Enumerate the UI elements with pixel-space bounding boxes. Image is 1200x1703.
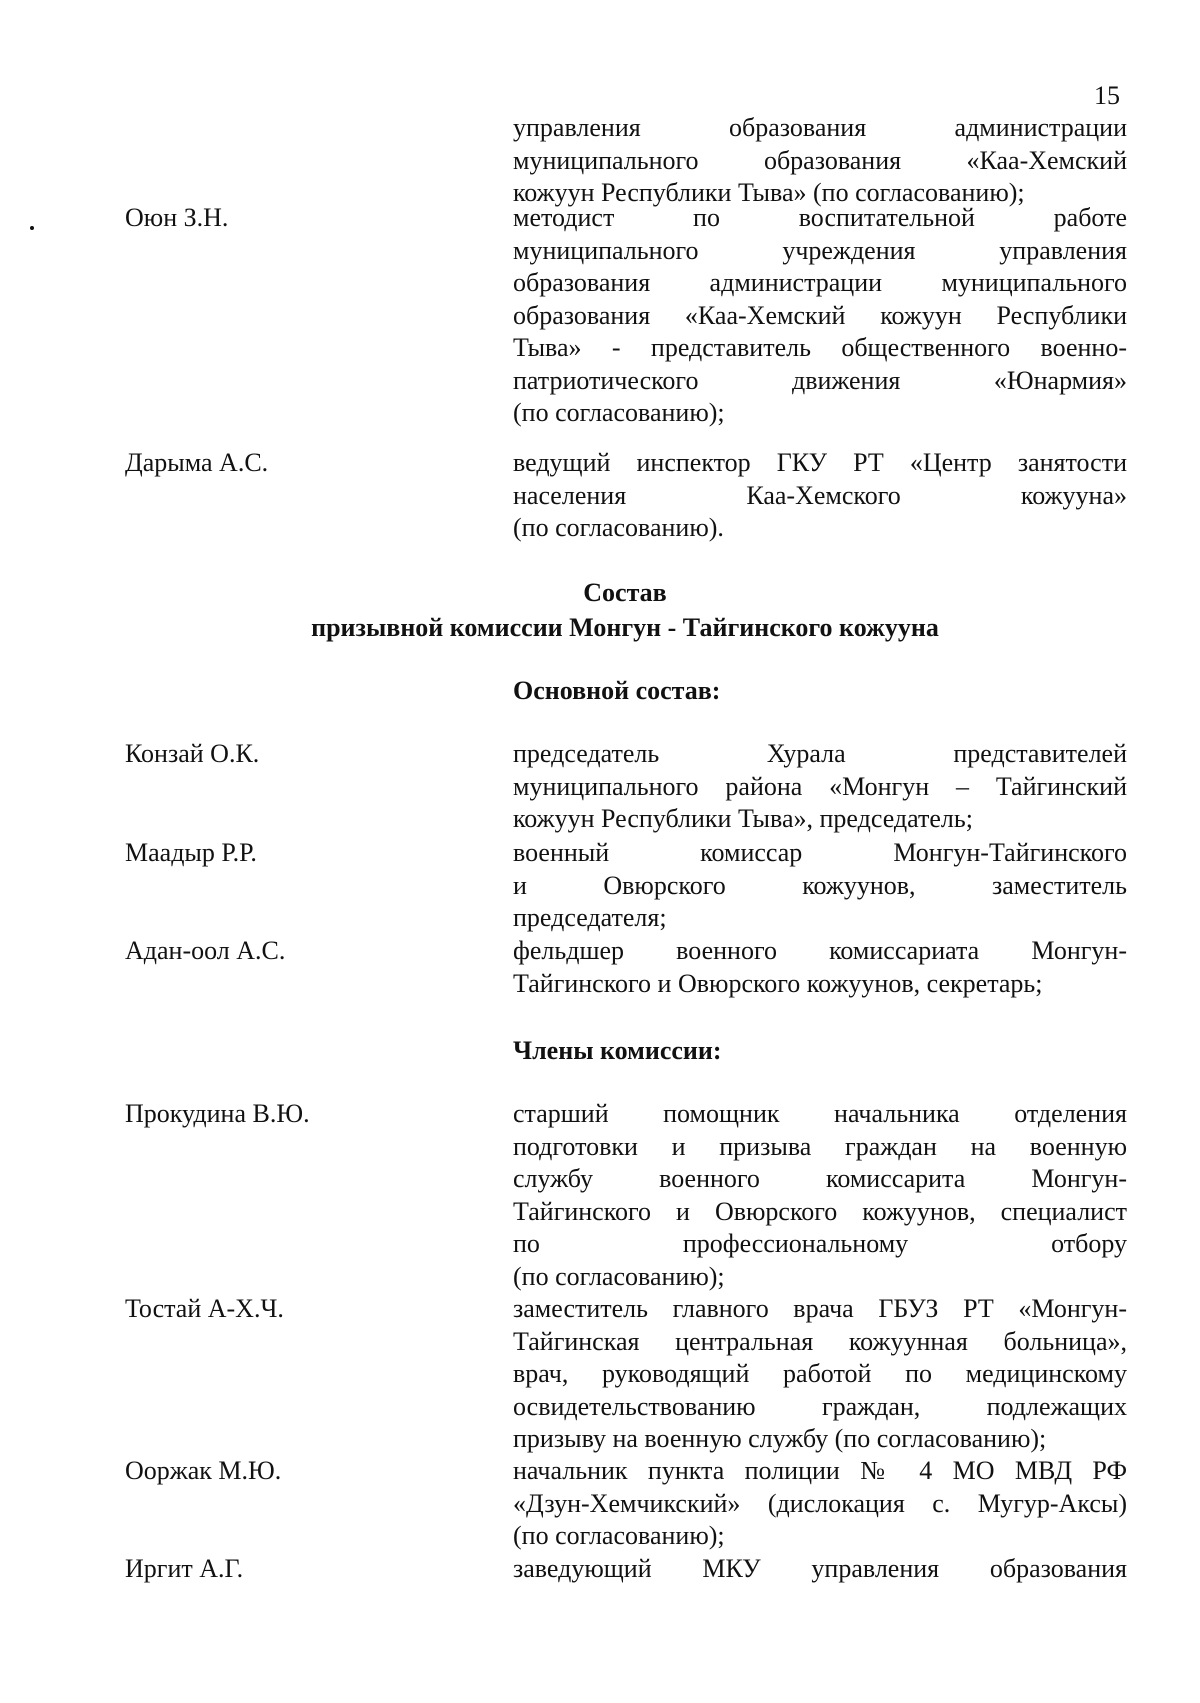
desc-line: врач, руководящий работой по медицинскому [513, 1359, 1127, 1388]
desc-line: (по согласованию); [513, 1261, 725, 1291]
desc-line: муниципального образования «Каа-Хемский [513, 145, 1127, 175]
entry-description [513, 837, 1127, 935]
section-title: Состав [583, 578, 667, 607]
member-name: Оюн З.Н. [125, 203, 229, 232]
desc-line: военный комиссар Монгун-Тайгинского [513, 838, 1127, 867]
desc-line: патриотического движения «Юнармия» [513, 365, 1127, 395]
desc-line: Тайгинского и Овюрского кожуунов, специалист [513, 1196, 1127, 1226]
desc-line: муниципального учреждения управления [513, 235, 1127, 265]
section-subtitle: призывной комиссии Монгун - Тайгинского кожууна [311, 613, 939, 642]
main-composition-heading: Основной состав: [513, 676, 721, 705]
desc-line: населения Каа-Хемского кожууна» [513, 480, 1127, 510]
entry-description [513, 1455, 1127, 1553]
member-name: Прокудина В.Ю. [125, 1099, 310, 1128]
member-name: Конзай О.К. [125, 739, 260, 768]
desc-line: подготовки и призыва граждан на военную [513, 1131, 1127, 1161]
desc-line: кожуун Республики Тыва», председатель; [513, 804, 973, 833]
member-name: Тостай А-Х.Ч. [125, 1294, 284, 1323]
desc-line: «Дзун-Хемчикский» (дислокация с. Мугур-Аксы) [513, 1488, 1127, 1518]
desc-line: Тайгинская центральная кожуунная больница», [513, 1326, 1127, 1356]
entry-description [513, 202, 1127, 430]
desc-line: заведующий МКУ управления образования [513, 1554, 1127, 1583]
desc-line: старший помощник начальника отделения [513, 1099, 1127, 1128]
desc-line: муниципального района «Монгун – Тайгинский [513, 771, 1127, 801]
desc-line: заместитель главного врача ГБУЗ РТ «Монгун- [513, 1294, 1127, 1323]
desc-line: (по согласованию); [513, 398, 725, 427]
desc-line: и Овюрского кожуунов, заместитель [513, 870, 1127, 900]
member-name: Маадыр Р.Р. [125, 838, 257, 867]
member-name: Ооржак М.Ю. [125, 1456, 282, 1485]
desc-line: ведущий инспектор ГКУ РТ «Центр занятости [513, 448, 1127, 477]
desc-line: Тайгинского и Овюрского кожуунов, секретарь; [513, 968, 1043, 998]
commission-members-heading: Члены комиссии: [513, 1036, 722, 1065]
desc-line: (по согласованию). [513, 513, 724, 542]
desc-line: по профессиональному отбору [513, 1229, 1127, 1258]
entry-description [513, 1553, 1127, 1586]
desc-line: председателя; [513, 903, 667, 932]
member-name: Адан-оол А.С. [125, 936, 286, 965]
entry-description [513, 1293, 1127, 1456]
member-name: Дарыма А.С. [125, 448, 269, 477]
desc-line: призыву на военную службу (по согласованию); [513, 1424, 1047, 1453]
desc-line: председатель Хурала представителей [513, 739, 1127, 768]
desc-line: службу военного комиссарита Монгун- [513, 1164, 1127, 1193]
page-number: 15 [1094, 81, 1120, 110]
desc-line: образования администрации муниципального [513, 268, 1127, 297]
desc-line: Тыва» - представитель общественного военно- [513, 333, 1127, 362]
desc-line: начальник пункта полиции № 4 МО МВД РФ [513, 1456, 1127, 1485]
member-name: Иргит А.Г. [125, 1554, 244, 1583]
entry-description [513, 447, 1127, 545]
entry-description [513, 935, 1127, 1000]
entry-description [513, 112, 1127, 210]
desc-line: фельдшер военного комиссариата Монгун- [513, 936, 1127, 965]
desc-line: управления образования администрации [513, 113, 1127, 142]
margin-dot [30, 226, 34, 230]
entry-description [513, 738, 1127, 836]
desc-line: освидетельствованию граждан, подлежащих [513, 1391, 1127, 1421]
desc-line: кожуун Республики Тыва» (по согласованию); [513, 178, 1025, 207]
desc-line: (по согласованию); [513, 1521, 725, 1550]
desc-line: образования «Каа-Хемский кожуун Республики [513, 300, 1127, 330]
entry-description [513, 1098, 1127, 1293]
desc-line: методист по воспитательной работе [513, 203, 1127, 232]
